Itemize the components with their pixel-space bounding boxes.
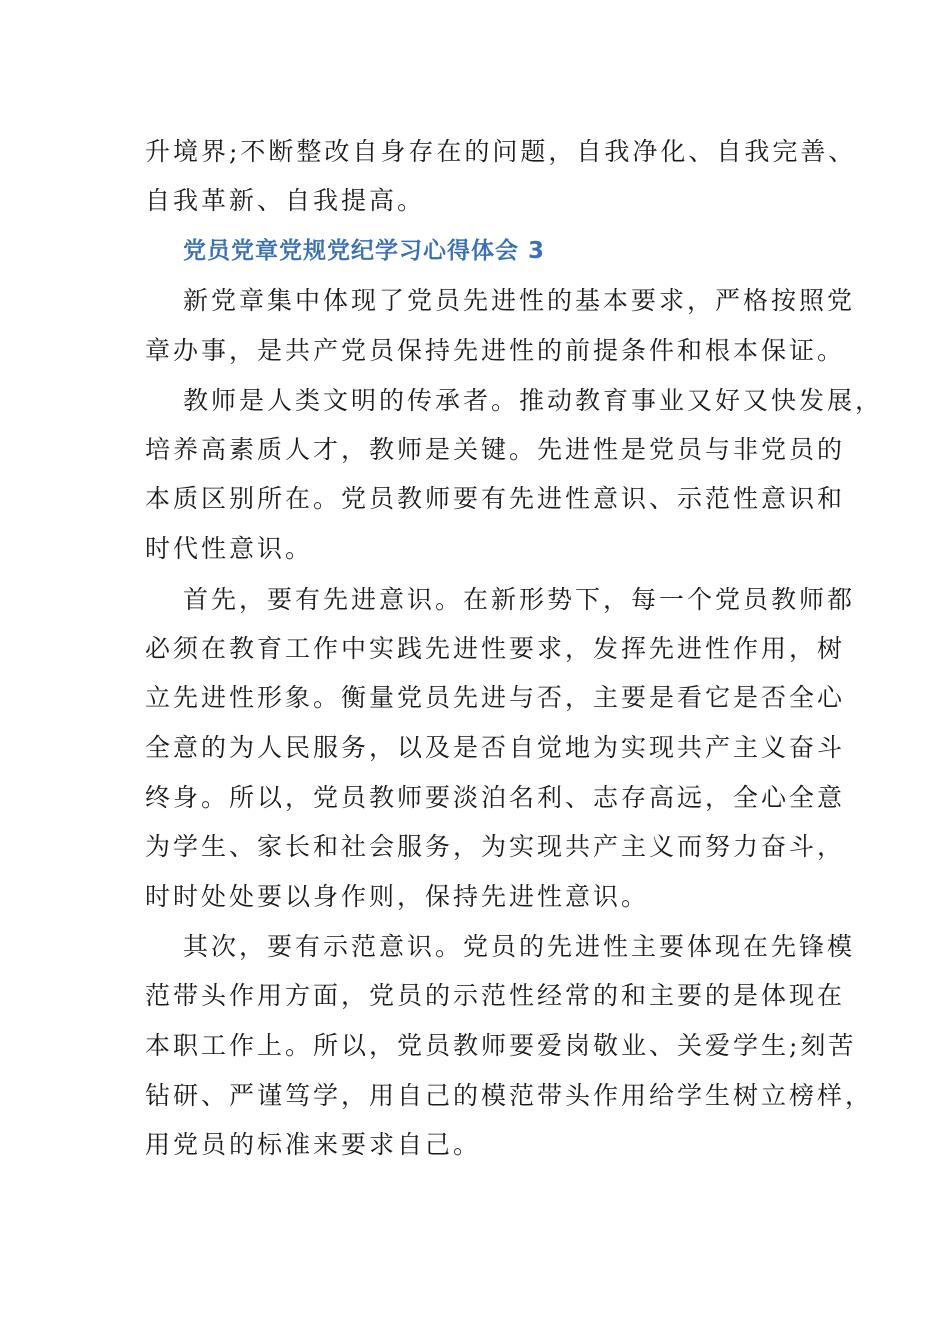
paragraph-line: 其次，要有示范意识。党员的先进性主要体现在先锋模: [183, 932, 856, 961]
paragraph-line: 新党章集中体现了党员先进性的基本要求，严格按照党: [183, 286, 856, 315]
paragraph-line: 为学生、家长和社会服务，为实现共产主义而努力奋斗，: [145, 832, 846, 861]
paragraph-line: 必须在教育工作中实践先进性要求，发挥先进性作用，树: [145, 634, 846, 663]
paragraph-line: 教师是人类文明的传承者。推动教育事业又好又快发展，: [183, 386, 884, 415]
paragraph-line: 首先，要有先进意识。在新形势下，每一个党员教师都: [183, 585, 856, 614]
paragraph-line: 章办事，是共产党员保持先进性的前提条件和根本保证。: [145, 336, 846, 365]
paragraph-line: 用党员的标准来要求自己。: [145, 1130, 482, 1159]
paragraph-line: 全意的为人民服务，以及是否自觉地为实现共产主义奋斗: [145, 733, 846, 762]
paragraph-line: 本职工作上。所以，党员教师要爱岗敬业、关爱学生;刻苦: [145, 1031, 857, 1060]
paragraph-line: 本质区别所在。党员教师要有先进性意识、示范性意识和: [145, 484, 846, 513]
paragraph-line: 培养高素质人才，教师是关键。先进性是党员与非党员的: [145, 435, 846, 464]
paragraph-line: 升境界;不断整改自身存在的问题，自我净化、自我完善、: [145, 137, 857, 166]
paragraph-line: 立先进性形象。衡量党员先进与否，主要是看它是否全心: [145, 683, 846, 712]
paragraph-line: 范带头作用方面，党员的示范性经常的和主要的是体现在: [145, 981, 846, 1010]
section-heading: 党员党章党规党纪学习心得体会 3: [183, 238, 546, 264]
paragraph-line: 钻研、严谨笃学，用自己的模范带头作用给学生树立榜样，: [145, 1081, 874, 1110]
paragraph-line: 自我革新、自我提高。: [145, 186, 426, 215]
paragraph-line: 时代性意识。: [145, 534, 314, 563]
paragraph-line: 时时处处要以身作则，保持先进性意识。: [145, 882, 650, 911]
paragraph-line: 终身。所以，党员教师要淡泊名利、志存高远，全心全意: [145, 783, 846, 812]
